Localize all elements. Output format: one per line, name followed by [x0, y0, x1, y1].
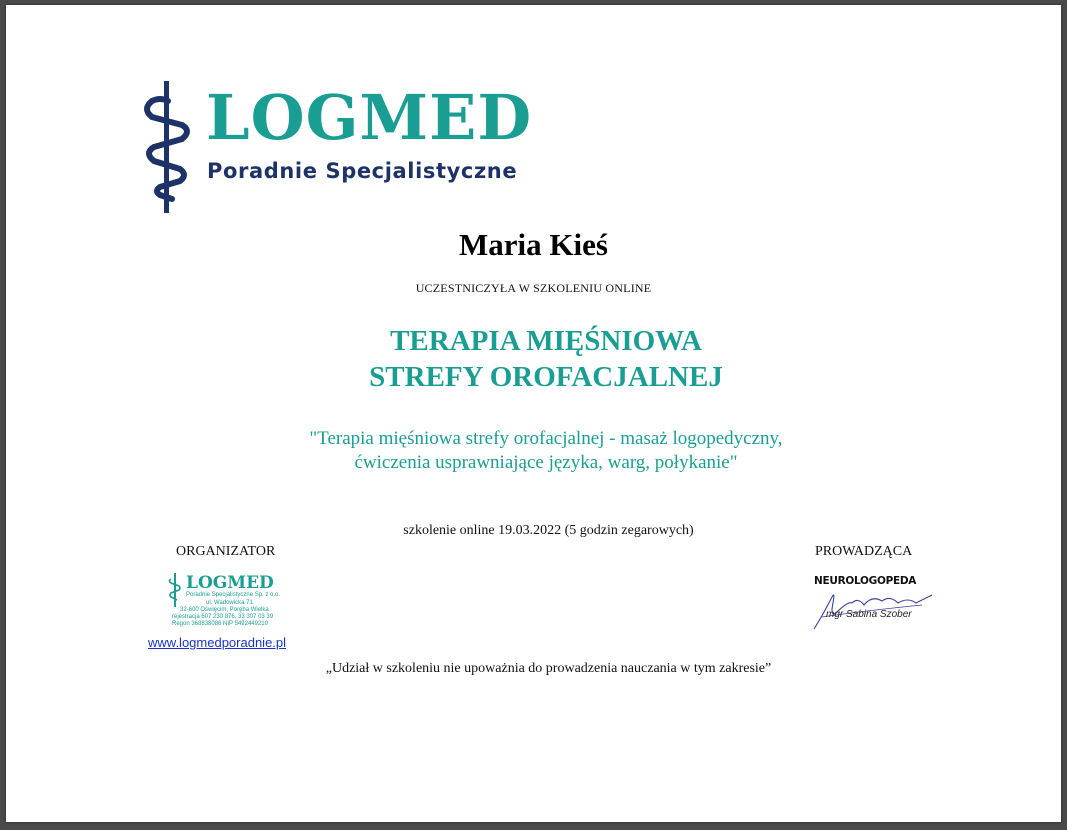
stamp-line-1: Poradnie Specjalistyczne Sp. z o.o.	[186, 592, 281, 598]
instructor-label: PROWADZĄCA	[815, 544, 913, 559]
participation-text: UCZESTNICZYŁA W SZKOLENIU ONLINE	[415, 281, 652, 295]
disclaimer-text: „Udział w szkoleniu nie upoważnia do prowadzenia nauczania w tym zakresie”	[325, 661, 772, 676]
participant-name: Maria Kieś	[459, 227, 608, 262]
instructor-name: mgr Sabina Szober	[826, 609, 912, 620]
stamp-line-2: ul. Wadowicka 71	[206, 600, 253, 606]
organizer-label: ORGANIZATOR	[176, 544, 276, 559]
instructor-stamp-title: NEUROLOGOPEDA	[814, 575, 917, 587]
course-subtitle	[6, 427, 1061, 475]
rod-of-asclepius-icon	[142, 79, 192, 215]
course-subtitle-line1: "Terapia mięśniowa strefy orofacjalnej - masaż logopedyczny,	[309, 428, 783, 449]
stamp-line-3: 32-600 Oświęcim, Poręba Wielka	[180, 607, 269, 613]
course-title-line1: TERAPIA MIĘŚNIOWA	[390, 325, 702, 357]
course-title-line2: STREFY OROFACJALNEJ	[369, 361, 723, 393]
brand-name: LOGMED	[206, 81, 533, 154]
organizer-stamp	[166, 573, 286, 633]
stamp-logo-icon	[168, 573, 182, 607]
stamp-line-4: rejestracja 607 230 876, 33 307 03 39	[172, 614, 274, 620]
handwritten-signature	[802, 583, 942, 633]
certificate-page	[6, 5, 1061, 822]
brand-tagline: Poradnie Specjalistyczne	[207, 159, 518, 183]
course-details: szkolenie online 19.03.2022 (5 godzin zegarowych)	[403, 523, 694, 538]
course-title	[6, 323, 1061, 395]
stamp-line-5: Regon 368838086 NIP 5492449210	[172, 621, 268, 627]
course-subtitle-line2: ćwiczenia usprawniające języka, warg, połykanie"	[354, 452, 738, 473]
stamp-brand-name: LOGMED	[186, 573, 274, 593]
website-link[interactable]: www.logmedporadnie.pl	[148, 635, 287, 650]
